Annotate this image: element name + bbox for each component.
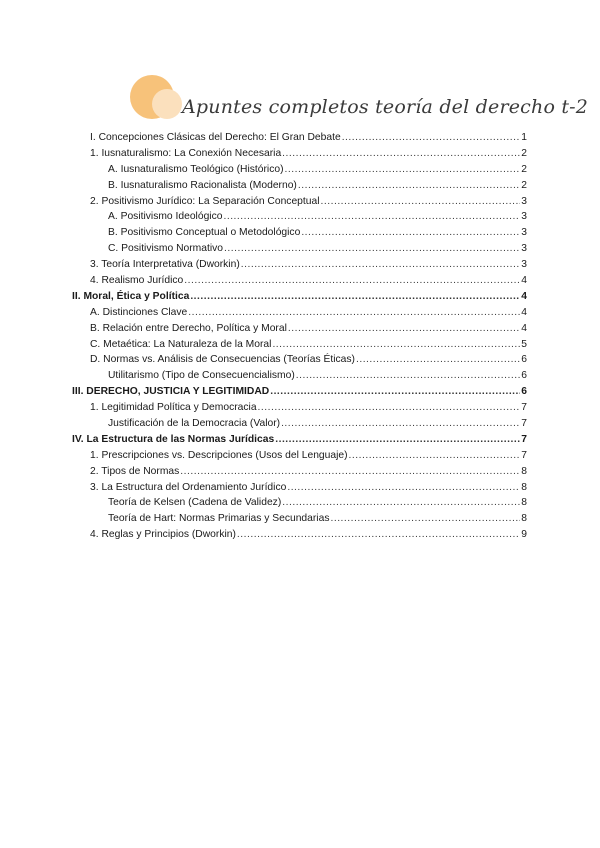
- toc-entry-page-number: 8: [521, 497, 527, 509]
- toc-entry-label: II. Moral, Ética y Política: [72, 290, 190, 302]
- toc-dot-leader: [184, 273, 520, 289]
- toc-dot-leader: [287, 480, 520, 496]
- toc-entry[interactable]: [72, 416, 527, 432]
- toc-dot-leader: [296, 368, 521, 384]
- toc-entry-page-number: 8: [521, 513, 527, 525]
- toc-entry[interactable]: [72, 384, 527, 400]
- table-of-contents: [72, 130, 527, 543]
- toc-dot-leader: [188, 305, 520, 321]
- toc-entry-label: 4. Reglas y Principios (Dworkin): [90, 529, 236, 541]
- toc-entry[interactable]: [72, 480, 527, 496]
- toc-entry-page-number: 6: [521, 386, 527, 398]
- toc-dot-leader: [330, 511, 520, 527]
- toc-dot-leader: [281, 416, 520, 432]
- toc-entry[interactable]: [72, 225, 527, 241]
- toc-dot-leader: [272, 337, 520, 353]
- toc-entry-page-number: 3: [521, 243, 527, 255]
- toc-dot-leader: [285, 162, 521, 178]
- toc-entry[interactable]: [72, 178, 527, 194]
- toc-entry-label: Justificación de la Democracia (Valor): [108, 418, 281, 430]
- toc-dot-leader: [224, 241, 520, 257]
- toc-entry-page-number: 7: [521, 418, 527, 430]
- toc-entry-page-number: 3: [521, 259, 527, 271]
- toc-entry-page-number: 4: [521, 306, 527, 318]
- toc-entry[interactable]: [72, 162, 527, 178]
- toc-entry-label: 3. La Estructura del Ordenamiento Jurídico: [90, 481, 287, 493]
- toc-entry[interactable]: [72, 194, 527, 210]
- toc-entry-page-number: 7: [521, 402, 527, 414]
- toc-entry-label: IV. La Estructura de las Normas Jurídicas: [72, 433, 275, 445]
- toc-entry-label: 3. Teoría Interpretativa (Dworkin): [90, 259, 240, 271]
- toc-dot-leader: [223, 209, 520, 225]
- toc-dot-leader: [342, 130, 521, 146]
- toc-entry-label: Utilitarismo (Tipo de Consecuencialismo): [108, 370, 295, 382]
- toc-entry[interactable]: [72, 400, 527, 416]
- toc-entry-page-number: 6: [521, 370, 527, 382]
- toc-entry-label: 4. Realismo Jurídico: [90, 275, 184, 287]
- toc-entry-page-number: 9: [521, 529, 527, 541]
- toc-entry[interactable]: [72, 511, 527, 527]
- toc-entry-page-number: 2: [521, 163, 527, 175]
- toc-entry[interactable]: [72, 527, 527, 543]
- toc-entry-page-number: 6: [521, 354, 527, 366]
- toc-dot-leader: [275, 432, 520, 448]
- toc-entry-label: 2. Positivismo Jurídico: La Separación Conceptual: [90, 195, 320, 207]
- toc-entry-label: B. Iusnaturalismo Racionalista (Moderno): [108, 179, 297, 191]
- toc-entry-label: 1. Prescripciones vs. Descripciones (Usos del Lenguaje): [90, 449, 348, 461]
- toc-entry-label: 1. Legitimidad Política y Democracia: [90, 402, 257, 414]
- toc-entry-label: A. Iusnaturalismo Teológico (Histórico): [108, 163, 284, 175]
- toc-entry[interactable]: [72, 352, 527, 368]
- toc-entry[interactable]: [72, 464, 527, 480]
- toc-entry[interactable]: [72, 273, 527, 289]
- toc-entry-label: Teoría de Hart: Normas Primarias y Secundarias: [108, 513, 330, 525]
- logo-circle-small: [152, 89, 182, 119]
- toc-entry[interactable]: [72, 432, 527, 448]
- toc-entry-page-number: 8: [521, 481, 527, 493]
- toc-entry-page-number: 8: [521, 465, 527, 477]
- toc-entry[interactable]: [72, 337, 527, 353]
- toc-entry-page-number: 4: [521, 275, 527, 287]
- toc-entry[interactable]: [72, 305, 527, 321]
- toc-entry-label: 2. Tipos de Normas: [90, 465, 180, 477]
- toc-entry-label: C. Metaética: La Naturaleza de la Moral: [90, 338, 272, 350]
- toc-dot-leader: [241, 257, 521, 273]
- toc-entry-label: D. Normas vs. Análisis de Consecuencias (Teorías Éticas): [90, 354, 355, 366]
- toc-entry[interactable]: [72, 146, 527, 162]
- toc-entry-label: B. Relación entre Derecho, Política y Moral: [90, 322, 287, 334]
- toc-entry[interactable]: [72, 209, 527, 225]
- toc-entry[interactable]: [72, 448, 527, 464]
- toc-entry-label: A. Distinciones Clave: [90, 306, 188, 318]
- toc-entry-label: C. Positivismo Normativo: [108, 243, 224, 255]
- toc-dot-leader: [349, 448, 521, 464]
- toc-entry[interactable]: [72, 495, 527, 511]
- toc-entry-label: A. Positivismo Ideológico: [108, 211, 223, 223]
- toc-entry-label: 1. Iusnaturalismo: La Conexión Necesaria: [90, 147, 282, 159]
- toc-entry[interactable]: [72, 241, 527, 257]
- toc-dot-leader: [237, 527, 520, 543]
- toc-entry-label: B. Positivismo Conceptual o Metodológico: [108, 227, 301, 239]
- toc-entry-page-number: 2: [521, 147, 527, 159]
- toc-entry[interactable]: [72, 368, 527, 384]
- toc-dot-leader: [321, 194, 521, 210]
- toc-entry-page-number: 1: [521, 132, 527, 143]
- toc-dot-leader: [180, 464, 520, 480]
- toc-entry-page-number: 3: [521, 211, 527, 223]
- toc-dot-leader: [258, 400, 521, 416]
- toc-entry-page-number: 7: [521, 449, 527, 461]
- toc-dot-leader: [190, 289, 520, 305]
- toc-entry-page-number: 2: [521, 179, 527, 191]
- toc-entry[interactable]: [72, 321, 527, 337]
- toc-entry-label: Teoría de Kelsen (Cadena de Validez): [108, 497, 282, 509]
- toc-entry[interactable]: [72, 130, 527, 146]
- toc-entry[interactable]: [72, 289, 527, 305]
- toc-dot-leader: [270, 384, 520, 400]
- toc-entry-label: I. Concepciones Clásicas del Derecho: El Gran Debate: [90, 132, 341, 143]
- toc-entry-page-number: 4: [521, 290, 527, 302]
- toc-entry-page-number: 7: [521, 433, 527, 445]
- toc-entry-label: III. DERECHO, JUSTICIA Y LEGITIMIDAD: [72, 386, 270, 398]
- toc-dot-leader: [282, 495, 520, 511]
- toc-dot-leader: [282, 146, 520, 162]
- toc-entry-page-number: 4: [521, 322, 527, 334]
- toc-dot-leader: [288, 321, 520, 337]
- toc-dot-leader: [301, 225, 520, 241]
- document-title: Apuntes completos teoría del derecho t-2: [182, 96, 589, 118]
- toc-entry-page-number: 5: [521, 338, 527, 350]
- toc-entry[interactable]: [72, 257, 527, 273]
- toc-dot-leader: [356, 352, 520, 368]
- toc-entry-page-number: 3: [521, 227, 527, 239]
- toc-dot-leader: [298, 178, 520, 194]
- toc-entry-page-number: 3: [521, 195, 527, 207]
